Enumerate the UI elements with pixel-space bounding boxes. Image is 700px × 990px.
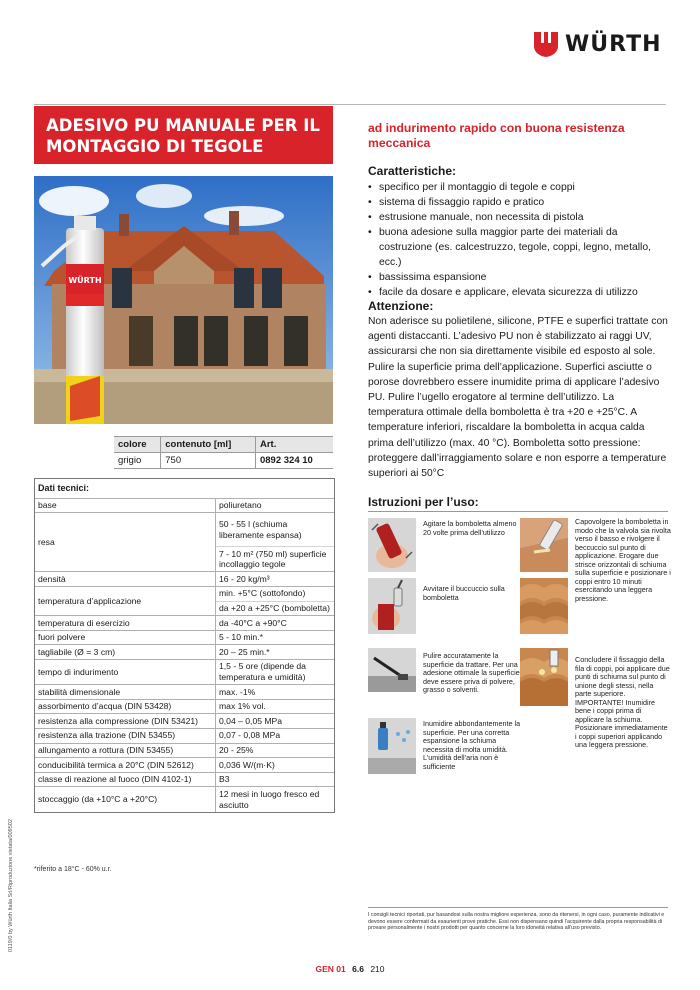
tech-value: 12 mesi in luogo fresco ed asciutto (216, 787, 335, 813)
tech-label: assorbimento d’acqua (DIN 53428) (35, 699, 216, 714)
page-subtitle: ad indurimento rapido con buona resistenza meccanica (368, 121, 625, 150)
list-item: • specifico per il montaggio di tegole e coppi (368, 180, 668, 195)
tech-value: 50 - 55 l (schiuma liberamente espansa) (216, 513, 335, 547)
page-title: ADESIVO PU MANUALE PER IL MONTAGGIO DI TEGOLE (46, 116, 320, 156)
tech-value: 7 - 10 m² (750 ml) superficie incollaggio tegole (216, 547, 335, 572)
tech-heading: Dati tecnici: (38, 483, 90, 493)
tech-value: max. -1% (216, 685, 335, 700)
list-item: • facile da dosare e applicare, elevata sicurezza di utilizzo (368, 285, 668, 300)
tech-label: stabilità dimensionale (35, 685, 216, 700)
step-4-image (368, 718, 416, 774)
tech-label: tagliabile (Ø = 3 cm) (35, 645, 216, 660)
page-footer (0, 964, 700, 974)
tech-label: tempo di indurimento (35, 659, 216, 684)
tech-label: temperatura di esercizio (35, 616, 216, 631)
tech-value: min. +5°C (sottofondo) (216, 586, 335, 601)
side-code: 0119/0 by Würth Italia Srl/Riproduzione vietata/009502 (8, 819, 14, 952)
table-row (35, 659, 334, 684)
list-item: • buona adesione sulla maggior parte dei materiali da costruzione (es. calcestruzzo, tegole, coppi, legno, metallo, ecc.) (368, 225, 668, 270)
table-row (35, 758, 334, 773)
features-heading: Caratteristiche: (368, 164, 457, 178)
product-table (114, 436, 333, 469)
warning-body: Non aderisce su polietilene, silicone, PTFE e superfici trattate con agenti distaccanti. L’adesivo PU non è stabilizzato ai raggi UV, assicurarsi che non sia direttamente visibile ed esposto al sole. Pulire la superficie prima dell’applicazione. Superfici asciutte o porose dovrebbero essere inumidite prima di applicare l’adesivo PU. Pulire l’ugello erogatore al termine dell’utilizzo. La temperatura ottimale della bomboletta è tra +20 e +25°C. A temperature inferiori, riscaldare la bomboletta in acqua calda prima dell’utilizzo (max. 40 °C). Bomboletta sotto pressione: proteggere dall’irraggiamento solare e non esporre a temperature superiori ai 50°C (368, 316, 668, 480)
footer-page-number: 210 (370, 964, 385, 974)
product-photo (34, 176, 333, 424)
header-rule (34, 104, 666, 105)
product-col-colore: colore (114, 437, 161, 453)
list-item: • sistema di fissaggio rapido e pratico (368, 195, 668, 210)
table-row (35, 513, 334, 547)
features-list (368, 180, 668, 300)
tech-label: densità (35, 572, 216, 587)
step-1-image (368, 518, 416, 572)
product-content: 750 (161, 453, 256, 469)
table-row (35, 743, 334, 758)
instruction-step-2: Avvitare il buccuccio sulla bomboletta (423, 584, 505, 602)
tech-label: resa (35, 513, 216, 572)
product-art-number: 0892 324 10 (255, 453, 333, 469)
instructions-heading: Istruzioni per l’uso: (368, 495, 479, 509)
tech-value: 5 - 10 min.* (216, 630, 335, 645)
table-row (35, 630, 334, 645)
instruction-step-4: Inumidire abbondantemente la superficie. Per una corretta espansione la schiuma necessita di molta umidità. L’umidità dell’aria non è sufficiente (423, 719, 521, 771)
table-row (35, 699, 334, 714)
wurth-logo (533, 28, 673, 62)
tech-label: stoccaggio (da +10°C a +20°C) (35, 787, 216, 813)
tech-label: resistenza alla trazione (DIN 53455) (35, 728, 216, 743)
tech-value: 0,07 - 0,08 MPa (216, 728, 335, 743)
tech-value: poliuretano (216, 498, 335, 513)
tech-label: conducibilità termica a 20°C (DIN 52612) (35, 758, 216, 773)
brand-name: WÜRTH (565, 32, 662, 57)
tech-value: 1,5 - 5 ore (dipende da temperatura e umidità) (216, 659, 335, 684)
tech-label: temperatura d’applicazione (35, 586, 216, 615)
wurth-logo-mark-icon (533, 30, 559, 58)
instructions-rule (368, 511, 668, 512)
list-item: • estrusione manuale, non necessita di pistola (368, 210, 668, 225)
table-row (35, 572, 334, 587)
house-photo-illustration (34, 176, 333, 424)
table-row (35, 586, 334, 601)
instruction-step-1: Agitare la bomboletta almeno 20 volte prima dell’utilizzo (423, 519, 517, 537)
step-7-image (520, 648, 568, 706)
tech-value: max 1% vol. (216, 699, 335, 714)
tech-label: resistenza alla compressione (DIN 53421) (35, 714, 216, 729)
instruction-step-3: Pulire accuratamente la superficie da trattare. Per una adesione ottimale la superficie deve essere priva di polvere, grasso o solventi. (423, 651, 520, 694)
tech-label: classe di reazione al fuoco (DIN 4102-1) (35, 772, 216, 787)
step-2-image (368, 578, 416, 634)
tech-value: B3 (216, 772, 335, 787)
step-6-image (520, 578, 568, 634)
table-row (35, 772, 334, 787)
table-row (35, 714, 334, 729)
tech-value: da +20 a +25°C (bomboletta) (216, 601, 335, 616)
footer-section: GEN 01 (315, 964, 346, 974)
step-3-image (368, 648, 416, 692)
product-color: grigio (114, 453, 161, 469)
table-row (35, 498, 334, 513)
tech-value: 0,036 W/(m·K) (216, 758, 335, 773)
table-row (114, 453, 333, 469)
tech-data-table (34, 478, 335, 813)
tech-label: base (35, 498, 216, 513)
table-row (35, 685, 334, 700)
table-row (35, 645, 334, 660)
tech-value: da -40°C a +90°C (216, 616, 335, 631)
table-row (35, 728, 334, 743)
disclaimer: I consigli tecnici riportati, pur basandosi sulla nostra migliore esperienza, sono da ritenersi, in ogni caso, puramente indicativi e devono essere confermati da esaurienti prove pratiche. Essi non dispensano quindi l’acquirente dalla propria responsabilità di provare personalmente i nostri prodotti per quanto concerne la loro idoneità relativa all’uso previsto. (368, 907, 668, 932)
product-col-contenuto: contenuto [ml] (161, 437, 256, 453)
instruction-step-6: Concludere il fissaggio della fila di coppi, poi applicare due punti di schiuma sul punto di unione degli stessi, nella parte superiore. IMPORTANTE! Inumidire bene i coppi prima di applicare la schiuma. Posizionare immediatamente i coppi superiori applicando una leggera pressione. (575, 655, 670, 749)
table-row (35, 616, 334, 631)
product-col-art: Art. (255, 437, 333, 453)
tech-value: 16 - 20 kg/m³ (216, 572, 335, 587)
can-label-text: WÜRTH (68, 276, 102, 285)
instruction-step-5: Capovolgere la bomboletta in modo che la valvola sia rivolta verso il basso e rivolgere il beccuccio sul punto di applicazione. Erogare due strisce orizzontali di schiuma sulla superficie e posizionare i coppi entro 10 minuti esercitando una leggera pressione. (575, 517, 671, 603)
tech-value: 0,04 – 0,05 MPa (216, 714, 335, 729)
tech-value: 20 – 25 min.* (216, 645, 335, 660)
tech-label: fuori polvere (35, 630, 216, 645)
tech-value: 20 - 25% (216, 743, 335, 758)
tech-label: allungamento a rottura (DIN 53455) (35, 743, 216, 758)
table-row (35, 787, 334, 813)
tech-footnote: *riferito a 18°C - 60% u.r. (34, 866, 112, 873)
footer-chapter: 6.6 (352, 964, 364, 974)
step-5-image (520, 518, 568, 572)
title-banner (34, 106, 333, 164)
list-item: • bassissima espansione (368, 270, 668, 285)
warning-heading: Attenzione: (368, 299, 434, 313)
